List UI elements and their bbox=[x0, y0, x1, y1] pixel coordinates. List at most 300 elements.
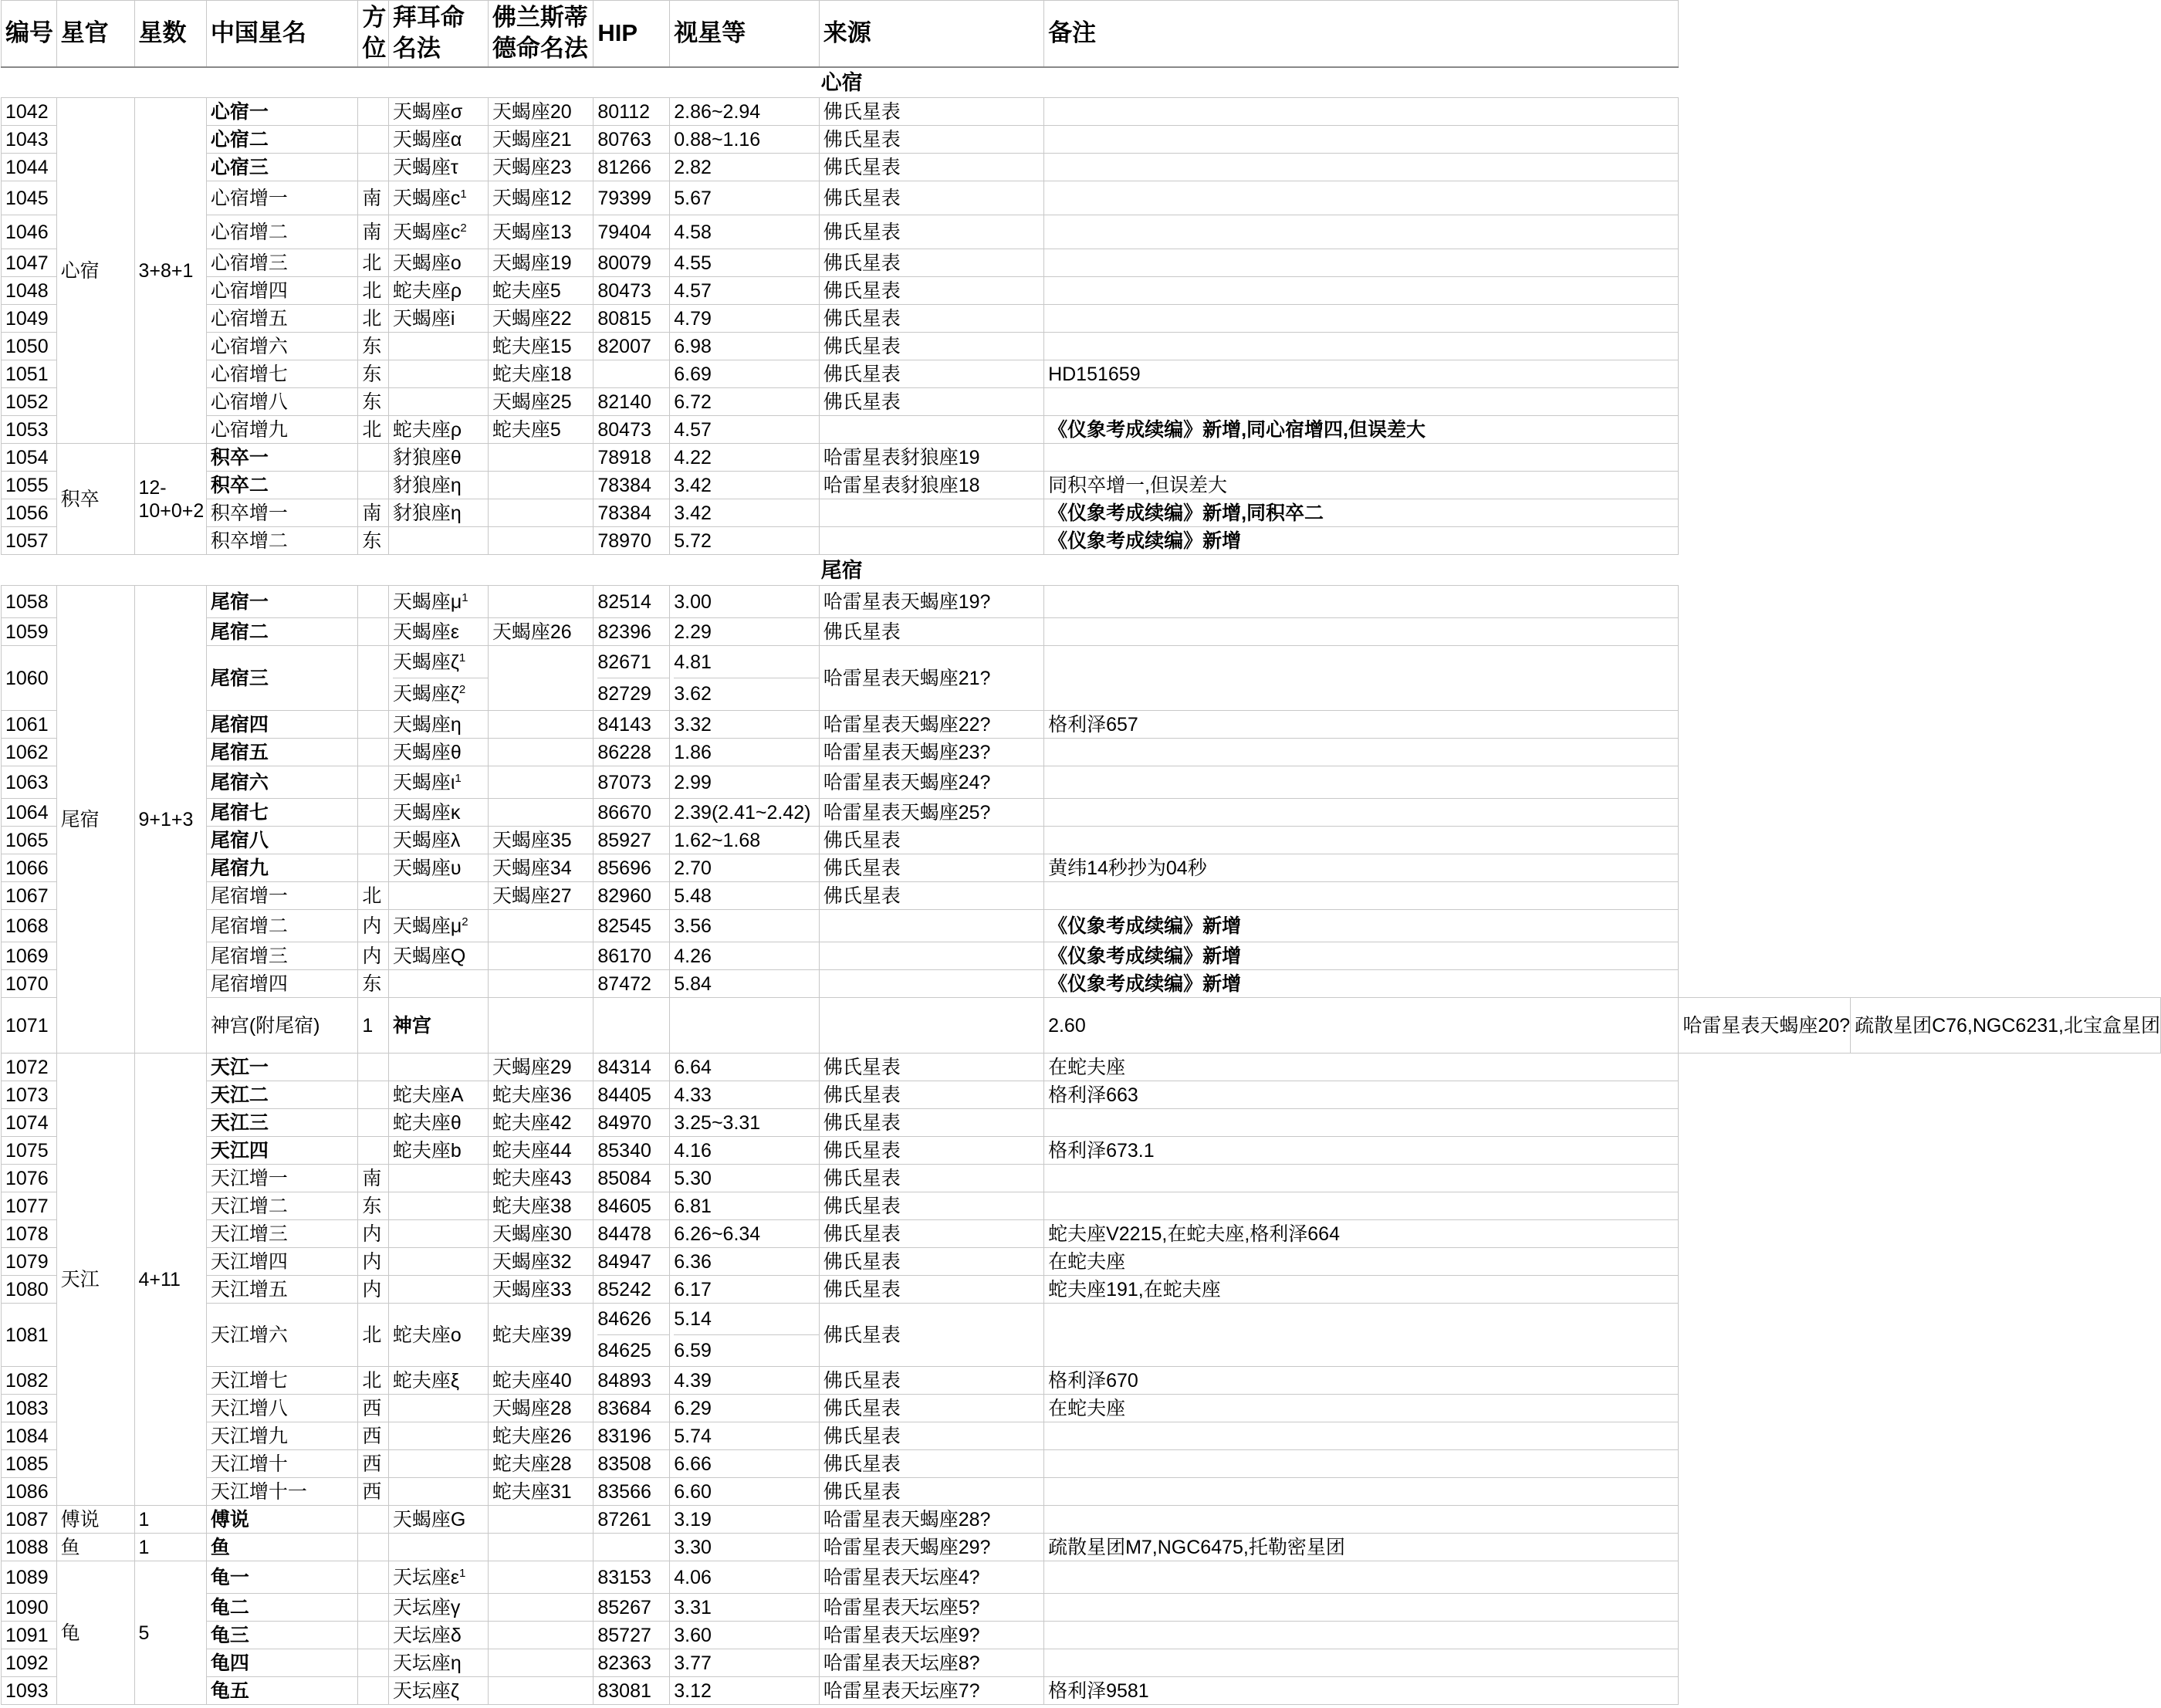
hip-cell[interactable] bbox=[594, 333, 670, 360]
id-cell[interactable] bbox=[2, 1165, 57, 1192]
source-cell[interactable] bbox=[819, 910, 1043, 942]
notes-cell[interactable] bbox=[1044, 1081, 1679, 1109]
table-row[interactable] bbox=[2, 739, 2161, 766]
id-cell[interactable] bbox=[2, 1649, 57, 1677]
notes-cell[interactable] bbox=[1044, 499, 1679, 527]
id-cell[interactable] bbox=[2, 739, 57, 766]
magnitude-cell[interactable] bbox=[670, 249, 819, 277]
direction-cell[interactable] bbox=[358, 942, 388, 970]
flamsteed-cell[interactable] bbox=[488, 1220, 594, 1248]
table-row[interactable] bbox=[2, 1622, 2161, 1649]
id-cell[interactable] bbox=[2, 249, 57, 277]
hip-cell[interactable] bbox=[594, 1622, 670, 1649]
source-cell[interactable] bbox=[819, 360, 1043, 388]
source-cell[interactable] bbox=[819, 1081, 1043, 1109]
chinese-name-cell[interactable] bbox=[206, 154, 358, 181]
source-cell[interactable] bbox=[819, 1137, 1043, 1165]
source-cell[interactable] bbox=[819, 444, 1043, 472]
table-row[interactable] bbox=[2, 882, 2161, 910]
bayer-cell[interactable] bbox=[388, 942, 488, 970]
asterism-cell[interactable] bbox=[56, 1506, 134, 1534]
source-cell[interactable] bbox=[819, 1478, 1043, 1506]
notes-cell[interactable] bbox=[1044, 1109, 1679, 1137]
source-cell[interactable] bbox=[819, 1677, 1043, 1705]
hip-cell[interactable] bbox=[594, 126, 670, 154]
id-cell[interactable] bbox=[2, 1220, 57, 1248]
hip-cell[interactable] bbox=[594, 1081, 670, 1109]
id-cell[interactable] bbox=[2, 998, 57, 1054]
flamsteed-cell[interactable] bbox=[488, 970, 594, 998]
bayer-cell[interactable] bbox=[388, 1248, 488, 1276]
id-cell[interactable] bbox=[2, 766, 57, 799]
flamsteed-cell[interactable] bbox=[488, 472, 594, 499]
hip-cell[interactable] bbox=[594, 1677, 670, 1705]
chinese-name-cell[interactable] bbox=[206, 882, 358, 910]
notes-cell[interactable] bbox=[1044, 1165, 1679, 1192]
id-cell[interactable] bbox=[2, 942, 57, 970]
source-cell[interactable] bbox=[819, 586, 1043, 618]
flamsteed-cell[interactable] bbox=[670, 998, 819, 1054]
source-cell[interactable] bbox=[819, 1192, 1043, 1220]
magnitude-cell[interactable] bbox=[670, 305, 819, 333]
bayer-cell[interactable] bbox=[388, 646, 488, 711]
asterism-cell[interactable] bbox=[56, 1561, 134, 1705]
chinese-name-cell[interactable] bbox=[206, 215, 358, 249]
chinese-name-cell[interactable] bbox=[206, 472, 358, 499]
asterism-cell[interactable] bbox=[56, 1054, 134, 1506]
table-row[interactable] bbox=[2, 444, 2161, 472]
source-cell[interactable] bbox=[819, 1622, 1043, 1649]
magnitude-cell[interactable] bbox=[670, 98, 819, 126]
notes-cell[interactable] bbox=[1044, 472, 1679, 499]
direction-cell[interactable] bbox=[358, 1367, 388, 1395]
table-row[interactable] bbox=[2, 527, 2161, 555]
hip-cell[interactable] bbox=[594, 618, 670, 646]
flamsteed-cell[interactable] bbox=[488, 1165, 594, 1192]
flamsteed-cell[interactable] bbox=[488, 249, 594, 277]
source-cell[interactable] bbox=[819, 154, 1043, 181]
source-cell[interactable] bbox=[819, 215, 1043, 249]
star-count-cell[interactable] bbox=[134, 1506, 206, 1534]
flamsteed-cell[interactable] bbox=[488, 1395, 594, 1422]
table-row[interactable] bbox=[2, 333, 2161, 360]
source-cell[interactable] bbox=[819, 882, 1043, 910]
chinese-name-cell[interactable] bbox=[206, 1649, 358, 1677]
table-row[interactable] bbox=[2, 1054, 2161, 1081]
hip-cell[interactable] bbox=[594, 1165, 670, 1192]
magnitude-cell[interactable] bbox=[670, 388, 819, 416]
table-row[interactable] bbox=[2, 1081, 2161, 1109]
table-row[interactable] bbox=[2, 249, 2161, 277]
magnitude-cell[interactable] bbox=[670, 1594, 819, 1622]
flamsteed-cell[interactable] bbox=[488, 1534, 594, 1561]
chinese-name-cell[interactable] bbox=[206, 444, 358, 472]
hip-cell[interactable] bbox=[594, 586, 670, 618]
hip-cell[interactable] bbox=[594, 215, 670, 249]
magnitude-cell[interactable] bbox=[670, 1276, 819, 1304]
id-cell[interactable] bbox=[2, 1395, 57, 1422]
id-cell[interactable] bbox=[2, 416, 57, 444]
bayer-cell[interactable] bbox=[388, 388, 488, 416]
direction-cell[interactable] bbox=[358, 799, 388, 827]
hip-cell[interactable] bbox=[594, 1220, 670, 1248]
direction-cell[interactable] bbox=[358, 499, 388, 527]
notes-cell[interactable] bbox=[1044, 711, 1679, 739]
bayer-cell[interactable] bbox=[388, 1594, 488, 1622]
chinese-name-cell[interactable] bbox=[206, 711, 358, 739]
source-cell[interactable] bbox=[819, 942, 1043, 970]
direction-cell[interactable] bbox=[358, 1248, 388, 1276]
notes-cell[interactable] bbox=[1044, 586, 1679, 618]
id-cell[interactable] bbox=[2, 1081, 57, 1109]
id-cell[interactable] bbox=[2, 388, 57, 416]
chinese-name-cell[interactable] bbox=[206, 305, 358, 333]
id-cell[interactable] bbox=[2, 1054, 57, 1081]
flamsteed-cell[interactable] bbox=[488, 181, 594, 215]
hip-cell[interactable] bbox=[594, 154, 670, 181]
notes-cell[interactable] bbox=[1044, 527, 1679, 555]
header-source[interactable]: 来源 bbox=[819, 1, 1043, 67]
table-row[interactable] bbox=[2, 1506, 2161, 1534]
flamsteed-cell[interactable] bbox=[488, 1367, 594, 1395]
notes-cell[interactable] bbox=[1044, 970, 1679, 998]
id-cell[interactable] bbox=[2, 1109, 57, 1137]
source-cell[interactable] bbox=[819, 1649, 1043, 1677]
flamsteed-cell[interactable] bbox=[488, 799, 594, 827]
table-row[interactable] bbox=[2, 998, 2161, 1054]
direction-cell[interactable] bbox=[358, 827, 388, 854]
magnitude-cell[interactable] bbox=[670, 854, 819, 882]
table-row[interactable] bbox=[2, 1367, 2161, 1395]
magnitude-cell[interactable] bbox=[670, 1220, 819, 1248]
magnitude-cell[interactable] bbox=[670, 215, 819, 249]
table-row[interactable] bbox=[2, 305, 2161, 333]
id-cell[interactable] bbox=[2, 1192, 57, 1220]
table-row[interactable] bbox=[2, 1594, 2161, 1622]
hip-cell[interactable] bbox=[594, 711, 670, 739]
id-cell[interactable] bbox=[2, 154, 57, 181]
chinese-name-cell[interactable] bbox=[206, 1081, 358, 1109]
header-direction[interactable]: 方位 bbox=[358, 1, 388, 67]
id-cell[interactable] bbox=[2, 882, 57, 910]
source-cell[interactable] bbox=[819, 1594, 1043, 1622]
source-cell[interactable] bbox=[819, 499, 1043, 527]
table-row[interactable] bbox=[2, 586, 2161, 618]
magnitude-cell[interactable] bbox=[670, 646, 819, 711]
direction-cell[interactable] bbox=[358, 970, 388, 998]
magnitude-cell[interactable] bbox=[670, 1506, 819, 1534]
notes-cell[interactable] bbox=[1044, 305, 1679, 333]
table-row[interactable] bbox=[2, 472, 2161, 499]
flamsteed-cell[interactable] bbox=[488, 1677, 594, 1705]
flamsteed-cell[interactable] bbox=[488, 360, 594, 388]
source-cell[interactable] bbox=[819, 766, 1043, 799]
chinese-name-cell[interactable] bbox=[206, 1677, 358, 1705]
direction-cell[interactable] bbox=[358, 1276, 388, 1304]
table-row[interactable] bbox=[2, 1478, 2161, 1506]
chinese-name-cell[interactable] bbox=[206, 1395, 358, 1422]
hip-cell[interactable] bbox=[594, 1534, 670, 1561]
asterism-cell[interactable] bbox=[206, 998, 358, 1054]
source-cell[interactable] bbox=[819, 1248, 1043, 1276]
bayer-cell[interactable] bbox=[388, 305, 488, 333]
source-cell[interactable] bbox=[819, 1165, 1043, 1192]
bayer-cell[interactable] bbox=[388, 1395, 488, 1422]
magnitude-cell[interactable] bbox=[670, 799, 819, 827]
source-cell[interactable] bbox=[819, 277, 1043, 305]
flamsteed-cell[interactable] bbox=[488, 1109, 594, 1137]
chinese-name-cell[interactable] bbox=[206, 1594, 358, 1622]
flamsteed-cell[interactable] bbox=[488, 882, 594, 910]
notes-cell[interactable] bbox=[1044, 1622, 1679, 1649]
table-row[interactable] bbox=[2, 98, 2161, 126]
hip-cell[interactable] bbox=[594, 1561, 670, 1594]
table-row[interactable] bbox=[2, 215, 2161, 249]
table-row[interactable] bbox=[2, 277, 2161, 305]
flamsteed-cell[interactable] bbox=[488, 416, 594, 444]
id-cell[interactable] bbox=[2, 1594, 57, 1622]
magnitude-cell[interactable] bbox=[670, 1304, 819, 1367]
table-row[interactable] bbox=[2, 1534, 2161, 1561]
header-chinese-name[interactable]: 中国星名 bbox=[206, 1, 358, 67]
bayer-cell[interactable] bbox=[388, 1422, 488, 1450]
table-row[interactable] bbox=[2, 1561, 2161, 1594]
magnitude-cell[interactable] bbox=[670, 1534, 819, 1561]
chinese-name-cell[interactable] bbox=[206, 1248, 358, 1276]
source-cell[interactable] bbox=[819, 126, 1043, 154]
direction-cell[interactable] bbox=[358, 1137, 388, 1165]
notes-cell[interactable] bbox=[1044, 1594, 1679, 1622]
notes-cell[interactable] bbox=[1044, 646, 1679, 711]
direction-cell[interactable] bbox=[358, 882, 388, 910]
notes-cell[interactable] bbox=[1044, 854, 1679, 882]
hip-cell[interactable] bbox=[594, 1395, 670, 1422]
direction-cell[interactable] bbox=[358, 388, 388, 416]
bayer-cell[interactable] bbox=[388, 1622, 488, 1649]
bayer-cell[interactable] bbox=[388, 360, 488, 388]
hip-cell[interactable] bbox=[594, 444, 670, 472]
magnitude-cell[interactable] bbox=[670, 126, 819, 154]
table-row[interactable] bbox=[2, 1450, 2161, 1478]
bayer-cell[interactable] bbox=[388, 711, 488, 739]
bayer-cell[interactable] bbox=[388, 586, 488, 618]
id-cell[interactable] bbox=[2, 1478, 57, 1506]
chinese-name-cell[interactable] bbox=[206, 766, 358, 799]
magnitude-cell[interactable] bbox=[670, 1622, 819, 1649]
chinese-name-cell[interactable] bbox=[206, 388, 358, 416]
bayer-cell[interactable] bbox=[388, 970, 488, 998]
notes-cell[interactable] bbox=[1044, 360, 1679, 388]
notes-cell[interactable] bbox=[1044, 1137, 1679, 1165]
id-cell[interactable] bbox=[2, 499, 57, 527]
hip-cell[interactable] bbox=[594, 1109, 670, 1137]
flamsteed-cell[interactable] bbox=[488, 1081, 594, 1109]
source-cell[interactable] bbox=[819, 98, 1043, 126]
star-count-cell[interactable] bbox=[134, 1561, 206, 1705]
hip-cell[interactable] bbox=[594, 739, 670, 766]
direction-cell[interactable] bbox=[358, 472, 388, 499]
magnitude-cell[interactable] bbox=[670, 618, 819, 646]
direction-cell[interactable] bbox=[358, 527, 388, 555]
table-row[interactable] bbox=[2, 154, 2161, 181]
direction-cell[interactable] bbox=[358, 1422, 388, 1450]
chinese-name-cell[interactable] bbox=[388, 998, 488, 1054]
table-row[interactable] bbox=[2, 1422, 2161, 1450]
magnitude-cell[interactable] bbox=[670, 527, 819, 555]
flamsteed-cell[interactable] bbox=[488, 1248, 594, 1276]
chinese-name-cell[interactable] bbox=[206, 98, 358, 126]
chinese-name-cell[interactable] bbox=[206, 1534, 358, 1561]
id-cell[interactable] bbox=[2, 215, 57, 249]
header-magnitude[interactable]: 视星等 bbox=[670, 1, 819, 67]
magnitude-cell[interactable] bbox=[670, 882, 819, 910]
id-cell[interactable] bbox=[2, 277, 57, 305]
chinese-name-cell[interactable] bbox=[206, 360, 358, 388]
hip-cell[interactable] bbox=[594, 249, 670, 277]
bayer-cell[interactable] bbox=[388, 333, 488, 360]
hip-cell[interactable] bbox=[594, 827, 670, 854]
id-cell[interactable] bbox=[2, 646, 57, 711]
header-flamsteed[interactable]: 佛兰斯蒂德命名法 bbox=[488, 1, 594, 67]
flamsteed-cell[interactable] bbox=[488, 499, 594, 527]
direction-cell[interactable] bbox=[358, 618, 388, 646]
chinese-name-cell[interactable] bbox=[206, 1165, 358, 1192]
id-cell[interactable] bbox=[2, 1422, 57, 1450]
source-cell[interactable] bbox=[819, 1054, 1043, 1081]
direction-cell[interactable] bbox=[358, 739, 388, 766]
asterism-cell[interactable] bbox=[56, 586, 134, 1054]
hip-cell[interactable] bbox=[594, 882, 670, 910]
direction-cell[interactable] bbox=[358, 360, 388, 388]
flamsteed-cell[interactable] bbox=[488, 739, 594, 766]
chinese-name-cell[interactable] bbox=[206, 1192, 358, 1220]
source-cell[interactable] bbox=[819, 618, 1043, 646]
source-cell[interactable] bbox=[819, 1422, 1043, 1450]
chinese-name-cell[interactable] bbox=[206, 1506, 358, 1534]
magnitude-cell[interactable] bbox=[670, 1395, 819, 1422]
bayer-cell[interactable] bbox=[388, 827, 488, 854]
table-row[interactable] bbox=[2, 1304, 2161, 1367]
notes-cell[interactable] bbox=[1044, 388, 1679, 416]
direction-cell[interactable] bbox=[358, 1192, 388, 1220]
magnitude-cell[interactable] bbox=[670, 1649, 819, 1677]
flamsteed-cell[interactable] bbox=[488, 277, 594, 305]
magnitude-cell[interactable] bbox=[670, 586, 819, 618]
notes-cell[interactable] bbox=[1044, 1422, 1679, 1450]
chinese-name-cell[interactable] bbox=[206, 181, 358, 215]
table-row[interactable] bbox=[2, 1248, 2161, 1276]
table-row[interactable] bbox=[2, 827, 2161, 854]
magnitude-cell[interactable] bbox=[670, 1192, 819, 1220]
hip-cell[interactable] bbox=[594, 910, 670, 942]
chinese-name-cell[interactable] bbox=[206, 827, 358, 854]
source-cell[interactable] bbox=[819, 646, 1043, 711]
table-row[interactable] bbox=[2, 360, 2161, 388]
source-cell[interactable] bbox=[819, 1395, 1043, 1422]
direction-cell[interactable] bbox=[358, 1165, 388, 1192]
flamsteed-cell[interactable] bbox=[488, 154, 594, 181]
chinese-name-cell[interactable] bbox=[206, 1622, 358, 1649]
hip-cell[interactable] bbox=[594, 360, 670, 388]
chinese-name-cell[interactable] bbox=[206, 1367, 358, 1395]
id-cell[interactable] bbox=[2, 854, 57, 882]
table-row[interactable] bbox=[2, 126, 2161, 154]
notes-cell[interactable] bbox=[1851, 998, 2161, 1054]
flamsteed-cell[interactable] bbox=[488, 126, 594, 154]
id-cell[interactable] bbox=[2, 1534, 57, 1561]
flamsteed-cell[interactable] bbox=[488, 1276, 594, 1304]
bayer-cell[interactable] bbox=[388, 882, 488, 910]
table-row[interactable] bbox=[2, 942, 2161, 970]
id-cell[interactable] bbox=[2, 360, 57, 388]
direction-cell[interactable] bbox=[358, 1649, 388, 1677]
flamsteed-cell[interactable] bbox=[488, 1450, 594, 1478]
bayer-cell[interactable] bbox=[388, 1367, 488, 1395]
bayer-cell[interactable] bbox=[388, 249, 488, 277]
direction-cell[interactable] bbox=[358, 766, 388, 799]
id-cell[interactable] bbox=[2, 444, 57, 472]
source-cell[interactable] bbox=[819, 388, 1043, 416]
magnitude-cell[interactable] bbox=[670, 766, 819, 799]
notes-cell[interactable] bbox=[1044, 1192, 1679, 1220]
table-row[interactable] bbox=[2, 766, 2161, 799]
notes-cell[interactable] bbox=[1044, 333, 1679, 360]
notes-cell[interactable] bbox=[1044, 1220, 1679, 1248]
source-cell[interactable] bbox=[819, 854, 1043, 882]
notes-cell[interactable] bbox=[1044, 1506, 1679, 1534]
source-cell[interactable] bbox=[819, 527, 1043, 555]
magnitude-cell[interactable] bbox=[670, 711, 819, 739]
hip-cell[interactable] bbox=[594, 1304, 670, 1367]
flamsteed-cell[interactable] bbox=[488, 711, 594, 739]
chinese-name-cell[interactable] bbox=[206, 1137, 358, 1165]
id-cell[interactable] bbox=[2, 1304, 57, 1367]
source-cell[interactable] bbox=[819, 1561, 1043, 1594]
hip-cell[interactable] bbox=[594, 1450, 670, 1478]
id-cell[interactable] bbox=[2, 1137, 57, 1165]
flamsteed-cell[interactable] bbox=[488, 388, 594, 416]
bayer-cell[interactable] bbox=[388, 126, 488, 154]
table-row[interactable] bbox=[2, 1649, 2161, 1677]
header-hip[interactable]: HIP bbox=[594, 1, 670, 67]
star-count-cell[interactable] bbox=[134, 444, 206, 555]
direction-cell[interactable] bbox=[358, 249, 388, 277]
id-cell[interactable] bbox=[2, 1367, 57, 1395]
header-bayer[interactable]: 拜耳命名法 bbox=[388, 1, 488, 67]
hip-cell[interactable] bbox=[594, 1594, 670, 1622]
id-cell[interactable] bbox=[2, 472, 57, 499]
direction-cell[interactable] bbox=[358, 98, 388, 126]
id-cell[interactable] bbox=[2, 970, 57, 998]
hip-cell[interactable] bbox=[594, 766, 670, 799]
bayer-cell[interactable] bbox=[388, 799, 488, 827]
hip-cell[interactable] bbox=[594, 499, 670, 527]
table-row[interactable] bbox=[2, 1395, 2161, 1422]
notes-cell[interactable] bbox=[1044, 126, 1679, 154]
notes-cell[interactable] bbox=[1044, 1304, 1679, 1367]
table-row[interactable] bbox=[2, 910, 2161, 942]
magnitude-cell[interactable] bbox=[670, 499, 819, 527]
table-row[interactable] bbox=[2, 416, 2161, 444]
source-cell[interactable] bbox=[819, 970, 1043, 998]
hip-cell[interactable] bbox=[594, 416, 670, 444]
hip-cell[interactable] bbox=[594, 1137, 670, 1165]
source-cell[interactable] bbox=[819, 1109, 1043, 1137]
chinese-name-cell[interactable] bbox=[206, 333, 358, 360]
bayer-cell[interactable] bbox=[388, 277, 488, 305]
chinese-name-cell[interactable] bbox=[206, 618, 358, 646]
asterism-cell[interactable] bbox=[56, 444, 134, 555]
